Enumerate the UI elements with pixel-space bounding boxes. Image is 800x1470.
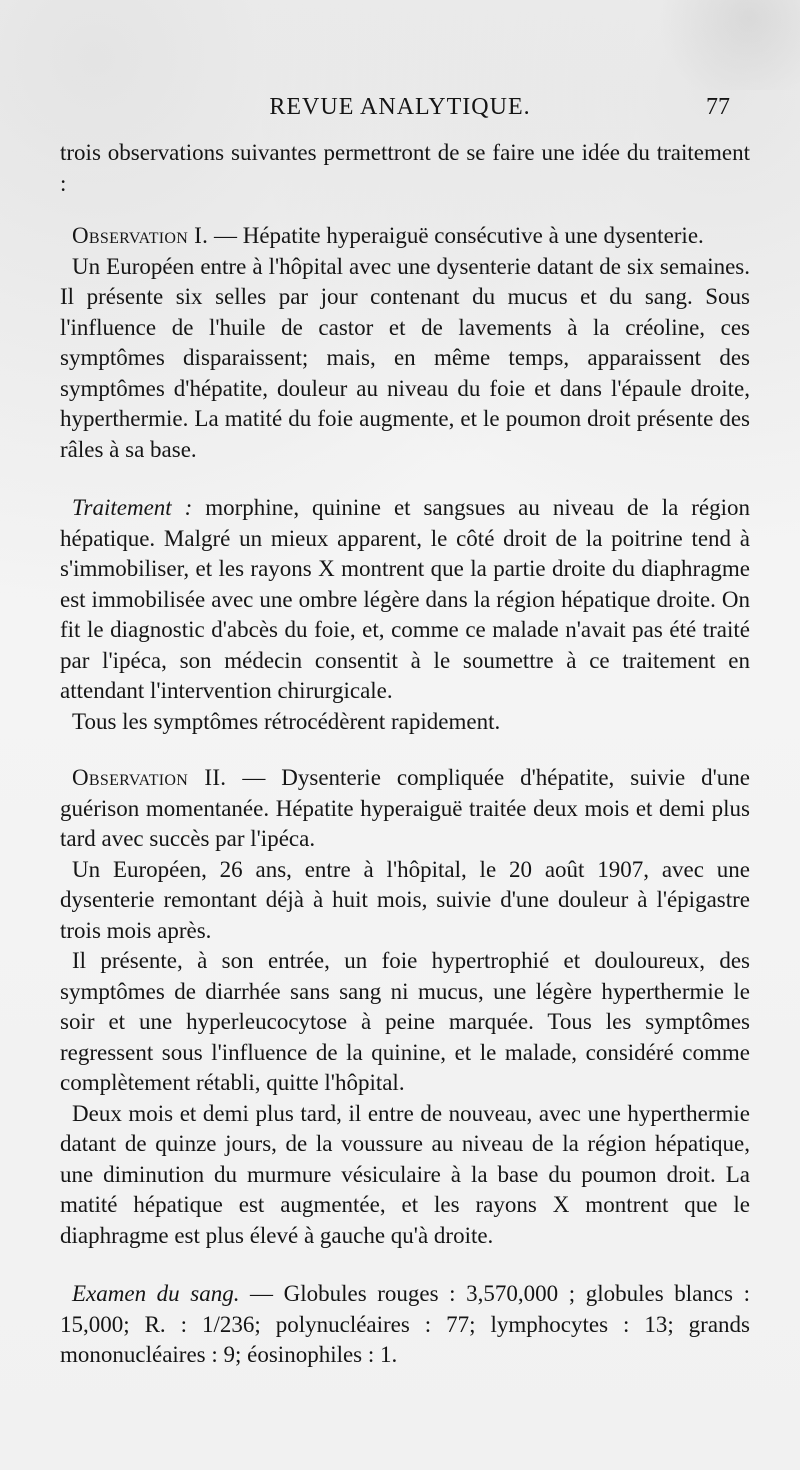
treatment-paragraph bbox=[60, 493, 750, 707]
page-header bbox=[62, 94, 738, 128]
page-number: 77 bbox=[706, 94, 730, 120]
paragraph-gap bbox=[60, 465, 750, 493]
observation-1-body: Un Européen entre à l'hôpital avec une dysenterie datant de six semaines. Il présente six selles par jour contenant du mucus et du sang. Sous l'influence de l'huile de castor et de lavements à la créoline, ces symptômes disparaissent; mais, en même temps, apparaissent des symptômes d'hépatite, douleur au niveau du foie et dans l'épaule droite, hyperthermie. La matité du foie augmente, et le poumon droit présente des râles à sa base. bbox=[60, 253, 750, 462]
blood-exam-paragraph bbox=[60, 1279, 750, 1371]
paragraph-gap bbox=[60, 199, 750, 221]
blood-exam-label: Examen du sang. bbox=[72, 1281, 240, 1306]
paragraph-gap bbox=[60, 1251, 750, 1279]
observation-2-heading bbox=[60, 763, 750, 855]
page-text bbox=[60, 138, 750, 1371]
blood-exam-body: — Globules rouges : 3,570,000 ; globules blancs : 15,000; R. : 1/236; polynucléaires : 77; lymphocytes : 13; grands mononucléaires : 9; éosinophiles : 1. bbox=[60, 1281, 750, 1367]
treatment-result: Tous les symptômes rétrocédèrent rapidement. bbox=[72, 708, 501, 734]
observation-2-label: Observation II. bbox=[72, 765, 227, 790]
observation-2-paragraph-3: Deux mois et demi plus tard, il entre de nouveau, avec une hyperthermie datant de quinze jours, de la voussure au niveau de la région hépatique, une diminution du murmure vésiculaire à la base du poumon droit. La matité hépatique est augmentée, et les rayons X montrent que le diaphragme est plus élevé à gauche qu'à droite. bbox=[60, 1100, 750, 1248]
observation-1-label: Observation I. bbox=[72, 223, 209, 248]
observation-1-heading bbox=[60, 221, 750, 252]
observation-2-paragraph-1: Un Européen, 26 ans, entre à l'hôpital, le 20 août 1907, avec une dysenterie remontant déjà à huit mois, suivie d'une douleur à l'épigastre trois mois après. bbox=[60, 856, 750, 943]
running-title: REVUE ANALYTIQUE. bbox=[269, 94, 531, 120]
observation-2-title: — Dysenterie compliquée d'hépatite, suivie d'une guérison momentanée. Hépatite hyperaiguë traitée deux mois et demi plus tard avec succès par l'ipéca. bbox=[60, 765, 751, 851]
intro-paragraph: trois observations suivantes permettront de se faire une idée du traitement : bbox=[60, 140, 750, 196]
observation-1-title: — Hépatite hyperaiguë consécutive à une dysenterie. bbox=[213, 223, 704, 248]
paragraph-gap bbox=[60, 737, 750, 763]
observation-2-paragraph-2: Il présente, à son entrée, un foie hypertrophié et douloureux, des symptômes de diarrhée sans sang ni mucus, une légère hyperthermie le soir et une hyperleucocytose à peine marquée. Tous les symptômes regressent sous l'influence de la quinine, et le malade, considéré comme complètement rétabli, quitte l'hôpital. bbox=[60, 948, 750, 1095]
treatment-label: Traitement : bbox=[72, 495, 193, 520]
treatment-body: morphine, quinine et sangsues au niveau de la région hépatique. Malgré un mieux apparent, le côté droit de la poitrine tend à s'immobiliser, et les rayons X montrent que la partie droite du diaphragme est immobilisée avec une ombre légère dans la région hépatique droite. On fit le diagnostic d'abcès du foie, et, comme ce malade n'avait pas été traité par l'ipéca, son médecin consentit à le soumettre à ce traitement en attendant l'intervention chirurgicale. bbox=[60, 495, 750, 703]
paper-stain bbox=[630, 0, 800, 90]
